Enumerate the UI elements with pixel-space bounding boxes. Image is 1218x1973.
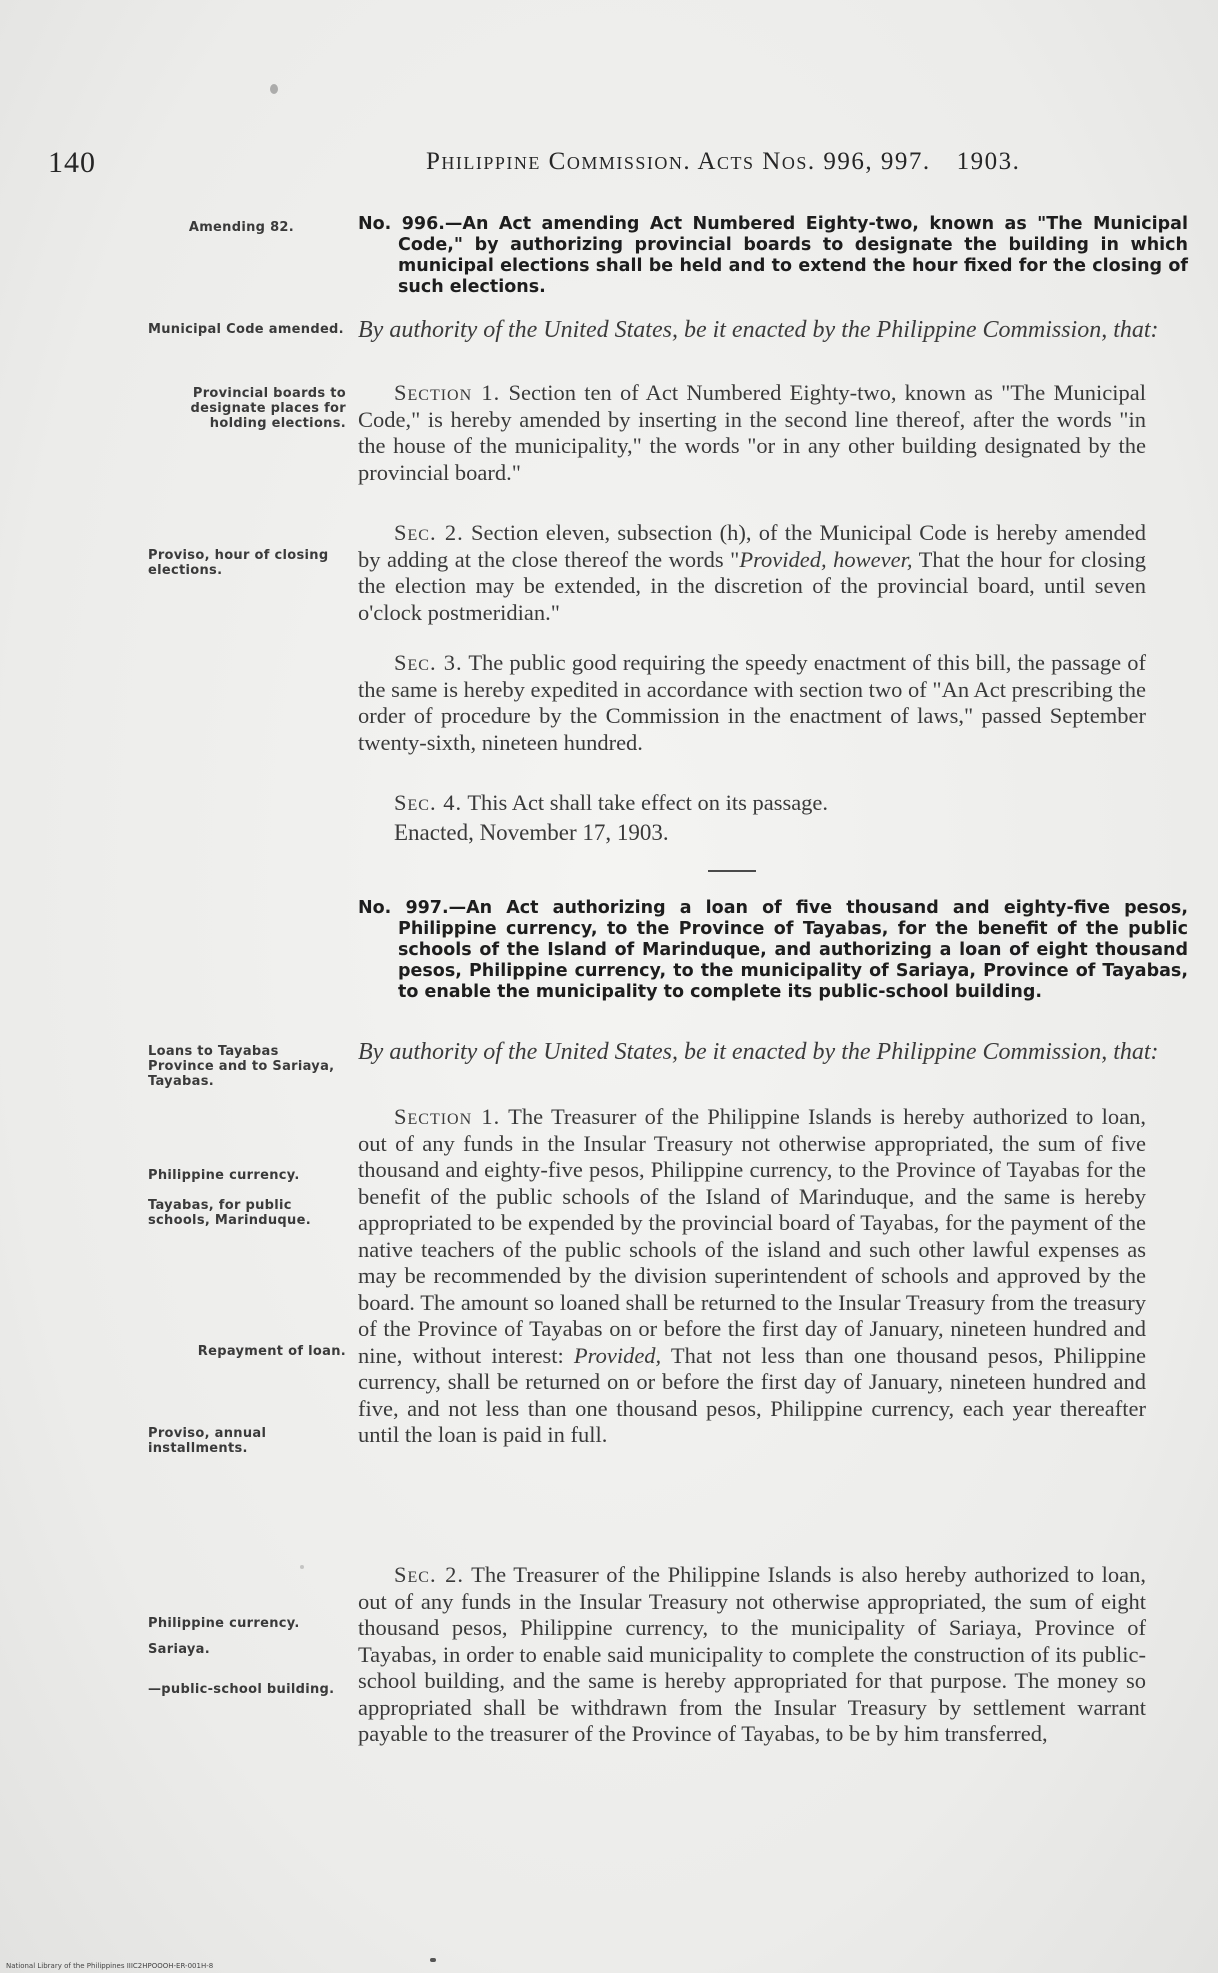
act-997-section-2 [358,1562,1146,1748]
margin-note-proviso-hour: Proviso, hour of closing elections. [148,548,329,578]
margin-note-currency: Philippine currency. [148,1168,300,1183]
proviso-italic: Provided, however, [739,546,913,572]
running-title [426,148,1020,176]
act-996-enacting-clause: By authority of the United States, be it enacted by the Philippine Commission, that: [358,317,1159,343]
section-text: That the hour for closing the election may be extended, in the discretion of the provincial board, until seven o'clock postmeridian." [358,546,1146,625]
margin-note-currency-2: Philippine currency. [148,1616,300,1631]
section-text: This Act shall take effect on its passage. [467,790,829,815]
act-996-enacted-date: Enacted, November 17, 1903. [394,820,669,845]
act-997-enacting-clause: By authority of the United States, be it enacted by the Philippine Commission, that: [358,1039,1159,1065]
scan-mark [430,1958,436,1962]
section-label: Section 1. [394,1104,501,1129]
running-header [0,146,1218,178]
running-year: 1903. [956,148,1021,175]
section-text: Section eleven, subsection (h), of the Municipal Code is hereby amended by adding at the close thereof the words " [358,520,1146,572]
margin-note-school-building: —public-school building. [148,1682,335,1697]
margin-note-tayabas-schools: Tayabas, for public schools, Marinduque. [148,1198,311,1228]
section-label: Sec. 3. [394,650,463,675]
act-996-section-4 [358,790,1146,817]
ink-blot [270,84,278,94]
margin-note-repayment: Repayment of loan. [197,1344,346,1359]
act-996-title: No. 996.—An Act amending Act Numbered Eighty-two, known as "The Municipal Code," by authorizing provincial boards to designate the building in which municipal elections shall be held and to extend the hour fixed for the closing of such elections. [358,214,1188,297]
section-text: The Treasurer of the Philippine Islands is hereby authorized to loan, out of any funds in the Insular Treasury not otherwise appropriated, the sum of five thousand and eighty-five pesos, Philippine currency, to the Province of Tayabas for the benefit of the public schools of the Island of Marinduque, and the same is hereby appropriated to be expended by the provincial board of Tayabas, for the payment of the native teachers of the public schools of the island and such other lawful expenses as may be recommended by the division superintendent of schools and approved by the board. The amount so loaned shall be returned to the Insular Treasury from the treasury of the Province of Tayabas on or before the first day of January, nineteen hundred and nine, without interest: [358,1104,1147,1368]
margin-note-sariaya: Sariaya. [148,1642,210,1657]
section-text: Section ten of Act Numbered Eighty-two, known as "The Municipal Code," is hereby amended by inserting in the second line thereof, after the words "in the house of the municipality," the words "or in any other building designated by the provincial board." [358,380,1147,485]
act-996-section-3 [358,650,1146,756]
section-label: Sec. 2. [394,1562,465,1587]
section-divider [708,870,756,872]
margin-note-installments: Proviso, annual installments. [148,1426,267,1456]
section-label: Section 1. [394,380,501,405]
page-number: 140 [48,146,96,179]
act-997-section-1 [358,1104,1146,1449]
margin-note-amending: Amending 82. [188,220,294,235]
margin-note-provincial-boards: Provincial boards to designate places for holding elections. [190,386,346,431]
section-text: That not less than one thousand pesos, Philippine currency, shall be returned on or before the first day of January, nineteen hundred and five, and not less than one thousand pesos, Philippine currency, each year thereafter until the loan is paid in full. [358,1342,1146,1447]
margin-note-loans: Loans to Tayabas Province and to Sariaya, Tayabas. [148,1044,335,1089]
act-996-section-1 [358,380,1146,486]
margin-note-code-amended: Municipal Code amended. [148,322,344,337]
act-996-section-2 [358,520,1146,626]
section-label: Sec. 4. [394,790,463,815]
scan-credit-footer: National Library of the Philippines IIIC2HPOOOH-ER-001H-8 [6,1962,214,1970]
section-text: The public good requiring the speedy enactment of this bill, the passage of the same is hereby expedited in accordance with section two of "An Act prescribing the order of procedure by the Commission in the enactment of laws," passed September twenty-sixth, nineteen hundred. [358,650,1146,755]
proviso-italic: Provided, [573,1342,662,1368]
act-997-title: No. 997.—An Act authorizing a loan of five thousand and eighty-five pesos, Philippine currency, to the Province of Tayabas, for the benefit of the public schools of the Island of Marinduque, and authorizing a loan of eight thousand pesos, Philippine currency, to the municipality of Sariaya, Province of Tayabas, to enable the municipality to complete its public-school building. [358,898,1188,1002]
section-text: The Treasurer of the Philippine Islands is also hereby authorized to loan, out of any funds in the Insular Treasury not otherwise appropriated, the sum of eight thousand pesos, Philippine currency, to the municipality of Sariaya, Province of Tayabas, in order to enable said municipality to complete the construction of its public-school building, and the same is hereby appropriated for that purpose. The money so appropriated shall be withdrawn from the Insular Treasury by settlement warrant payable to the treasurer of the Province of Tayabas, to be by him transferred, [358,1562,1146,1746]
running-title-text: Philippine Commission. Acts Nos. 996, 997. [426,148,931,175]
section-label: Sec. 2. [394,520,464,545]
ink-blot [300,1565,304,1569]
